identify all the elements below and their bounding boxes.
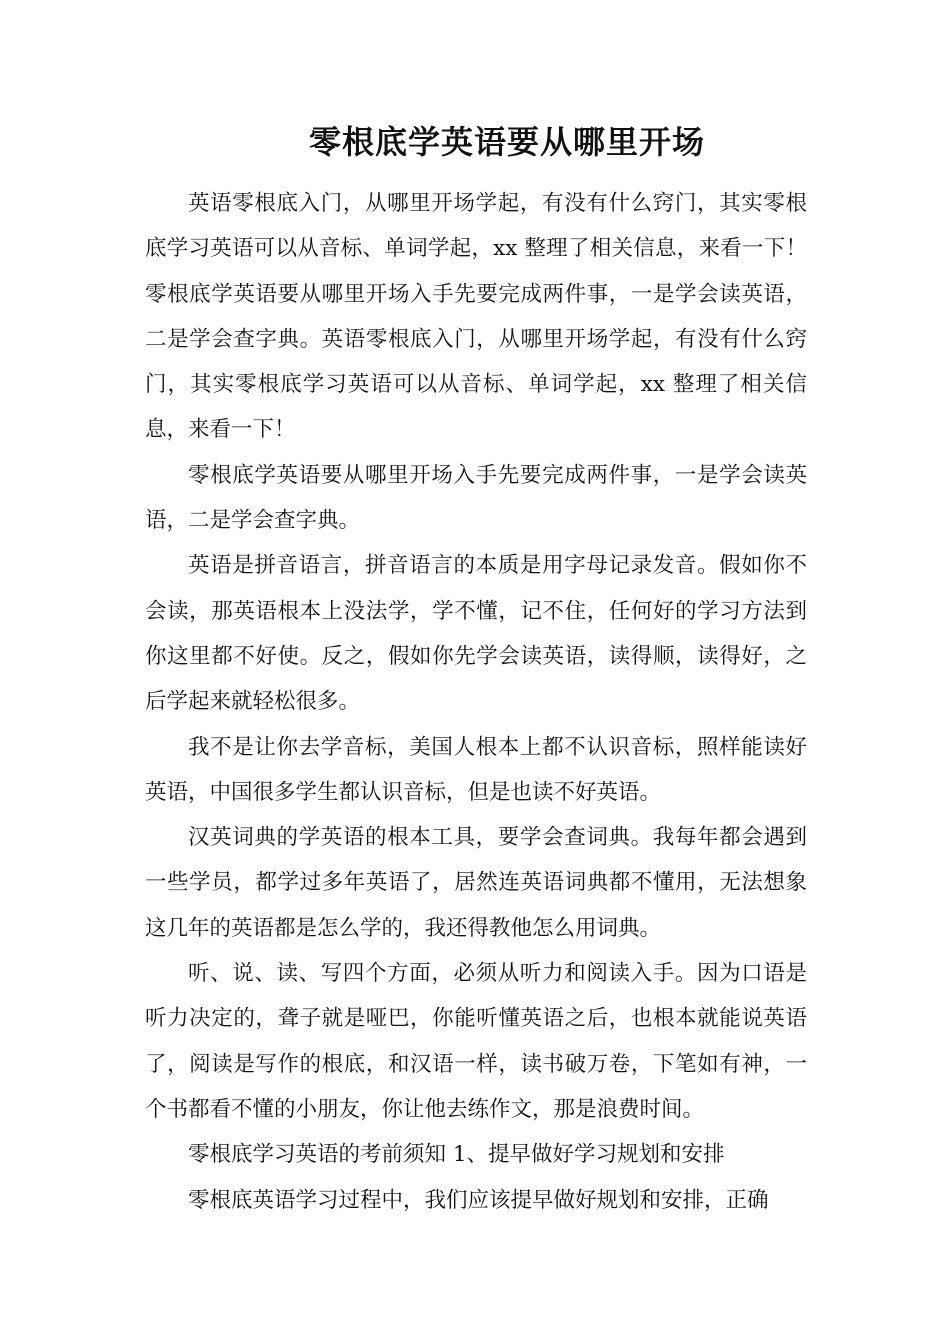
document-title: 零根底学英语要从哪里开场 bbox=[308, 123, 705, 161]
document-body bbox=[145, 181, 807, 1223]
paragraph-4: 我不是让你去学音标，美国人根本上都不认识音标，照样能读好英语，中国很多学生都认识音标，但是也读不好英语。 bbox=[145, 734, 807, 805]
paragraph-7: 零根底学习英语的考前须知 1、提早做好学习规划和安排 bbox=[188, 1142, 725, 1168]
paragraph-8: 零根底英语学习过程中，我们应该提早做好规划和安排，正确 bbox=[188, 1187, 769, 1213]
paragraph-1: 英语零根底入门，从哪里开场学起，有没有什么窍门，其实零根底学习英语可以从音标、单词学起，xx 整理了相关信息，来看一下！零根底学英语要从哪里开场入手先要完成两件事，一是学会读英语，二是学会查字典。英语零根底入门，从哪里开场学起，有没有什么窍门，其实零根底学习英语可以从音标、单词学起，xx 整理了相关信息，来看一下！ bbox=[145, 191, 807, 443]
paragraph-6: 听、说、读、写四个方面，必须从听力和阅读入手。因为口语是听力决定的，聋子就是哑巴，你能听懂英语之后，也根本就能说英语了，阅读是写作的根底，和汉语一样，读书破万卷，下笔如有神，一个书都看不懂的小朋友，你让他去练作文，那是浪费时间。 bbox=[145, 961, 807, 1122]
paragraph-5: 汉英词典的学英语的根本工具，要学会查词典。我每年都会遇到一些学员，都学过多年英语了，居然连英语词典都不懂用，无法想象这几年的英语都是怎么学的，我还得教他怎么用词典。 bbox=[145, 825, 807, 941]
paragraph-2: 零根底学英语要从哪里开场入手先要完成两件事，一是学会读英语，二是学会查字典。 bbox=[145, 462, 807, 534]
paragraph-3: 英语是拼音语言，拼音语言的本质是用字母记录发音。假如你不会读，那英语根本上没法学，学不懂，记不住，任何好的学习方法到你这里都不好使。反之，假如你先学会读英语，读得顺，读得好，之后学起来就轻松很多。 bbox=[145, 553, 807, 715]
